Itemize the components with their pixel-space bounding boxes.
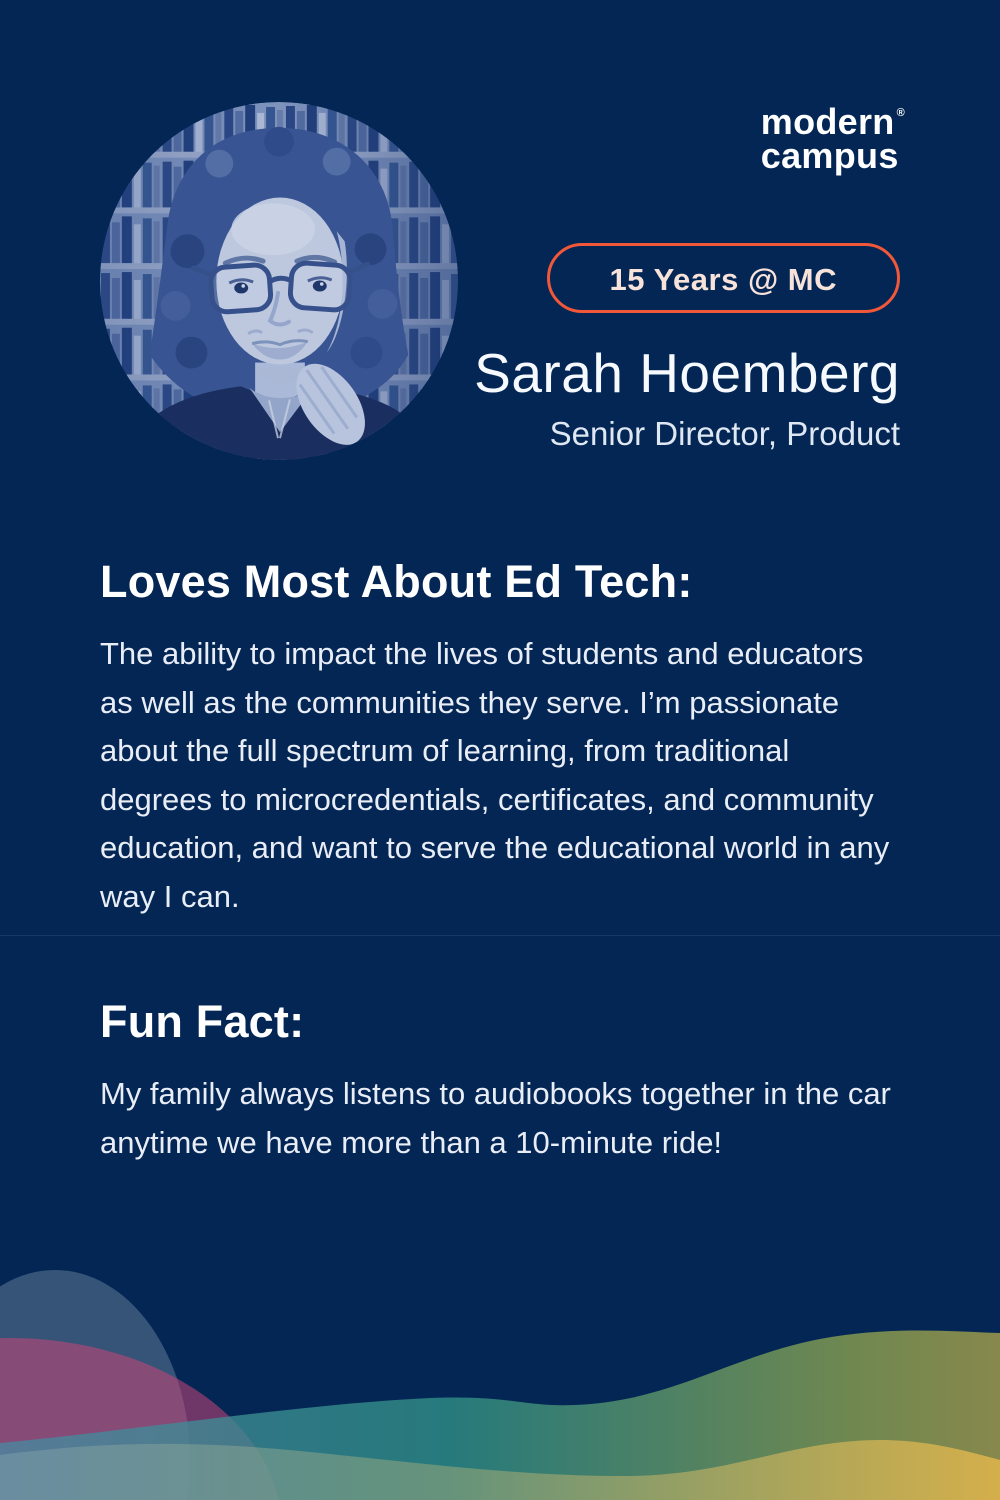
section-divider-line [0,935,1000,936]
modern-campus-logo [760,96,905,176]
profile-photo [100,102,458,460]
logo-line-1: modern ® [760,101,905,142]
identity-column [474,243,900,453]
section-body: My family always listens to audiobooks together in the car anytime we have more than a 10-minute ride! [100,1076,891,1160]
years-badge: 15 Years @ MC [547,243,900,313]
section-body: The ability to impact the lives of students and educators as well as the communities they serve. I’m passionate about the full spectrum of learning, from traditional degrees to microcredentials, certificates, and community education, and want to serve the educational world in any way I can. [100,636,890,914]
section-fun-fact [100,996,900,1167]
waves-illustration [0,1170,1000,1500]
employee-job-title: Senior Director, Product [549,415,900,452]
section-loves-ed-tech [100,556,900,921]
logo-line-2: campus [760,135,899,176]
employee-name: Sarah Hoemberg [474,342,900,404]
footer-waves-graphic [0,1170,1000,1500]
section-heading: Loves Most About Ed Tech: [100,556,693,607]
section-heading: Fun Fact: [100,996,305,1047]
portrait-illustration [100,102,458,460]
registered-trademark-symbol: ® [896,107,905,119]
